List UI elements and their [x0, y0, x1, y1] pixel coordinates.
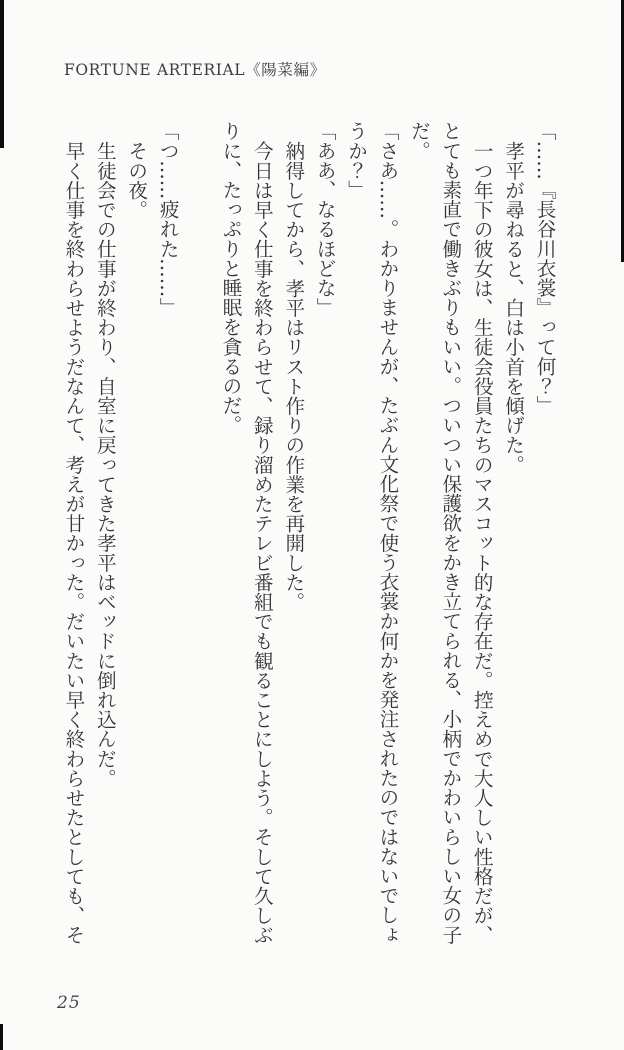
paragraph: 今日は早く仕事を終わらせて、録り溜めたテレビ番組でも観ることにしよう。そして久しぶりに、たっぷりと睡眠を貪るのだ。	[218, 121, 274, 945]
page-number: 25	[57, 993, 81, 1013]
paragraph: 「……『長谷川衣裳』って何？」	[533, 121, 556, 415]
paragraph: 「ああ、なるほどな」	[313, 121, 337, 317]
vertical-text-block	[58, 121, 561, 945]
paragraph: 「つ……疲れた……」	[156, 121, 180, 317]
scene-break	[183, 121, 214, 945]
paragraph: 孝平が尋ねると、白は小首を傾げた。	[501, 140, 525, 474]
scan-edge-left	[0, 0, 4, 148]
paragraph: 生徒会での仕事が終わり、自室に戻ってきた孝平はベッドに倒れ込んだ。	[93, 140, 117, 788]
paragraph: 一つ年下の彼女は、生徒会役員たちのマスコット的な存在だ。控えめで大人しい性格だが、とても素直で働きぶりもいい。ついつい保護欲をかき立てられる、小柄でかわいらしい女の子だ。	[407, 121, 494, 945]
running-header: FORTUNE ARTERIAL《陽菜編》	[64, 61, 326, 79]
paragraph: 納得してから、孝平はリスト作りの作業を再開した。	[281, 140, 305, 611]
paragraph: 「さあ……。わかりませんが、たぶん文化祭で使う衣裳か何かを発注されたのではないでしょうか？」	[344, 121, 399, 945]
paragraph: その夜。	[124, 140, 148, 219]
paragraph: 早く仕事を終わらせようだなんて、考えが甘かった。だいたい早く終わらせたとしても、そ	[61, 140, 85, 945]
scan-edge-bottom-left	[0, 1024, 3, 1050]
